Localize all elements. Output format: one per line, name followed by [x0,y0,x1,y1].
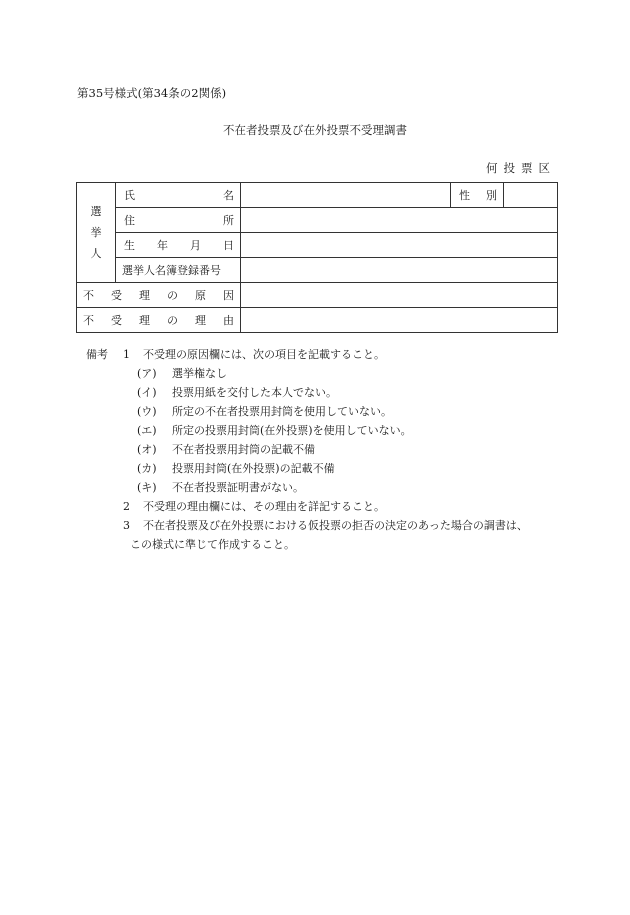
label-char: 生 [124,239,135,252]
label-char: 理 [139,289,150,302]
label-char: 月 [190,239,201,252]
sub-item-text: 選挙権なし [172,367,227,380]
rejection-reason-field[interactable] [241,308,558,333]
note-text: 不在者投票及び在外投票における仮投票の拒否の決定のあった場合の調書は、 [143,519,528,532]
address-field[interactable] [241,208,558,233]
label-char: 年 [157,239,168,252]
label-char: 不 [83,314,94,327]
note-number: 2 [123,500,130,513]
notes-heading: 備考 [86,348,108,361]
note-text-continuation: この様式に準じて作成すること。 [130,538,295,551]
register-number-field[interactable] [241,258,558,283]
sub-item-text: 所定の投票用封筒(在外投票)を使用していない。 [172,424,412,437]
label-char: 原 [195,289,206,302]
label-char: 日 [223,239,234,252]
rejection-cause-field[interactable] [241,283,558,308]
polling-district: 何投票区 [486,161,556,175]
voter-record-table [76,182,558,333]
sub-item-code: (エ) [137,424,157,437]
cause-label-cell [77,283,241,308]
sub-item-text: 不在者投票証明書がない。 [172,481,304,494]
birth-label-cell [116,233,241,258]
sub-item-code: (オ) [137,443,157,456]
sub-item-code: (キ) [137,481,157,494]
label-char: 別 [486,189,497,202]
label-char: の [167,289,178,302]
label-char: 理 [139,314,150,327]
label-char: の [167,314,178,327]
voter-char: 挙 [90,226,102,239]
sub-item-code: (イ) [137,386,157,399]
sub-item-text: 投票用封筒(在外投票)の記載不備 [172,462,335,475]
voter-header-cell [77,183,116,283]
sub-item-text: 所定の不在者投票用封筒を使用していない。 [172,405,392,418]
birthdate-field[interactable] [241,233,558,258]
sub-item-code: (ウ) [137,405,157,418]
sub-item-text: 投票用紙を交付した本人でない。 [172,386,337,399]
sub-item-text: 不在者投票用封筒の記載不備 [172,443,315,456]
note-number: 3 [123,519,130,532]
voter-char: 人 [90,247,102,260]
label-char: 受 [111,289,122,302]
label-char: 由 [223,314,234,327]
gender-field[interactable] [504,183,558,208]
label-char: 氏 [124,189,135,202]
document-title: 不在者投票及び在外投票不受理調書 [223,123,407,137]
note-number: 1 [123,348,130,361]
note-text: 不受理の原因欄には、次の項目を記載すること。 [143,348,385,361]
gender-label-cell [451,183,504,208]
name-label-cell [116,183,241,208]
label-char: 因 [223,289,234,302]
register-number-label: 選挙人名簿登録番号 [122,264,221,277]
address-label-cell [116,208,241,233]
sub-item-code: (カ) [137,462,157,475]
name-field[interactable] [241,183,451,208]
reason-label-cell [77,308,241,333]
form-number: 第35号様式(第34条の2関係) [77,86,227,100]
label-char: 住 [124,214,135,227]
voter-char: 選 [90,205,102,218]
label-char: 所 [223,214,234,227]
label-char: 受 [111,314,122,327]
label-char: 理 [195,314,206,327]
label-char: 性 [459,189,470,202]
register-label-cell [116,258,241,283]
sub-item-code: (ア) [137,367,157,380]
label-char: 不 [83,289,94,302]
note-text: 不受理の理由欄には、その理由を詳記すること。 [143,500,385,513]
label-char: 名 [223,189,234,202]
